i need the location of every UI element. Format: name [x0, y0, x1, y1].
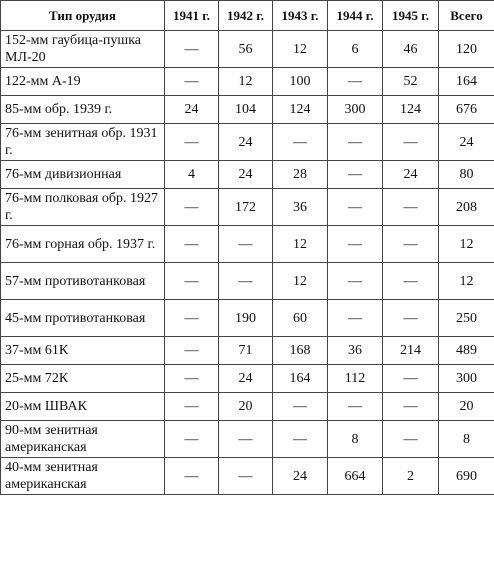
- header-1941: 1941 г.: [165, 1, 219, 31]
- cell-total: 120: [439, 31, 494, 68]
- cell-total: 208: [439, 189, 494, 226]
- cell-1942: 24: [219, 161, 273, 189]
- cell-1941: —: [165, 263, 219, 300]
- table-row: [1, 393, 494, 421]
- cell-1944: 112: [328, 365, 383, 393]
- cell-1945: 52: [383, 68, 439, 96]
- row-gun-type: 76-мм полковая обр. 1927 г.: [1, 189, 165, 226]
- cell-1945: —: [383, 365, 439, 393]
- row-gun-type: 152-мм гаубица-пушка МЛ-20: [1, 31, 165, 68]
- row-gun-type: 45-мм противотанковая: [1, 300, 165, 337]
- header-1943: 1943 г.: [273, 1, 328, 31]
- header-gun-type: Тип орудия: [1, 1, 165, 31]
- cell-1941: 24: [165, 96, 219, 124]
- cell-1945: —: [383, 124, 439, 161]
- cell-total: 24: [439, 124, 494, 161]
- cell-1944: 664: [328, 458, 383, 495]
- cell-total: 300: [439, 365, 494, 393]
- header-1945: 1945 г.: [383, 1, 439, 31]
- cell-1943: —: [273, 124, 328, 161]
- cell-1943: 124: [273, 96, 328, 124]
- table-row: [1, 31, 494, 68]
- cell-1942: 24: [219, 124, 273, 161]
- cell-1943: 24: [273, 458, 328, 495]
- cell-1942: 190: [219, 300, 273, 337]
- cell-total: 690: [439, 458, 494, 495]
- cell-total: 12: [439, 263, 494, 300]
- cell-total: 250: [439, 300, 494, 337]
- cell-1942: 20: [219, 393, 273, 421]
- table-row: [1, 68, 494, 96]
- cell-1941: —: [165, 393, 219, 421]
- cell-1942: 172: [219, 189, 273, 226]
- cell-1941: —: [165, 68, 219, 96]
- cell-1944: —: [328, 300, 383, 337]
- cell-total: 12: [439, 226, 494, 263]
- cell-1942: 24: [219, 365, 273, 393]
- table-row: [1, 124, 494, 161]
- cell-1943: —: [273, 421, 328, 458]
- cell-1941: —: [165, 124, 219, 161]
- row-gun-type: 122-мм А-19: [1, 68, 165, 96]
- cell-1944: —: [328, 124, 383, 161]
- cell-1945: 46: [383, 31, 439, 68]
- cell-1944: —: [328, 226, 383, 263]
- cell-1945: —: [383, 263, 439, 300]
- cell-1943: 12: [273, 263, 328, 300]
- cell-1942: 12: [219, 68, 273, 96]
- cell-1945: —: [383, 226, 439, 263]
- cell-1945: —: [383, 300, 439, 337]
- cell-1945: 214: [383, 337, 439, 365]
- cell-1943: 100: [273, 68, 328, 96]
- cell-total: 8: [439, 421, 494, 458]
- row-gun-type: 57-мм противотанковая: [1, 263, 165, 300]
- table-row: [1, 263, 494, 300]
- cell-1941: —: [165, 421, 219, 458]
- cell-1944: —: [328, 263, 383, 300]
- cell-1941: —: [165, 458, 219, 495]
- table-row: [1, 161, 494, 189]
- cell-1944: —: [328, 161, 383, 189]
- cell-total: 20: [439, 393, 494, 421]
- cell-1942: 56: [219, 31, 273, 68]
- cell-1942: 71: [219, 337, 273, 365]
- cell-1943: 164: [273, 365, 328, 393]
- cell-1944: 36: [328, 337, 383, 365]
- row-gun-type: 40-мм зенитная американская: [1, 458, 165, 495]
- table-header-row: [1, 1, 494, 31]
- cell-1942: —: [219, 421, 273, 458]
- cell-total: 164: [439, 68, 494, 96]
- row-gun-type: 20-мм ШВАК: [1, 393, 165, 421]
- cell-1944: —: [328, 68, 383, 96]
- cell-1943: 60: [273, 300, 328, 337]
- cell-1942: 104: [219, 96, 273, 124]
- cell-1941: 4: [165, 161, 219, 189]
- row-gun-type: 37-мм 61К: [1, 337, 165, 365]
- table-row: [1, 226, 494, 263]
- cell-total: 80: [439, 161, 494, 189]
- cell-1945: 2: [383, 458, 439, 495]
- cell-1945: —: [383, 393, 439, 421]
- cell-1945: —: [383, 189, 439, 226]
- cell-1941: —: [165, 31, 219, 68]
- row-gun-type: 76-мм зенитная обр. 1931 г.: [1, 124, 165, 161]
- cell-1941: —: [165, 189, 219, 226]
- cell-1943: 28: [273, 161, 328, 189]
- cell-1943: —: [273, 393, 328, 421]
- header-1944: 1944 г.: [328, 1, 383, 31]
- cell-1945: 24: [383, 161, 439, 189]
- row-gun-type: 25-мм 72К: [1, 365, 165, 393]
- cell-1944: 8: [328, 421, 383, 458]
- cell-total: 489: [439, 337, 494, 365]
- cell-1942: —: [219, 458, 273, 495]
- header-total: Всего: [439, 1, 494, 31]
- cell-1945: 124: [383, 96, 439, 124]
- row-gun-type: 90-мм зенитная американская: [1, 421, 165, 458]
- table-row: [1, 421, 494, 458]
- table-row: [1, 365, 494, 393]
- table-row: [1, 189, 494, 226]
- cell-1942: —: [219, 226, 273, 263]
- table-row: [1, 337, 494, 365]
- row-gun-type: 76-мм дивизионная: [1, 161, 165, 189]
- row-gun-type: 76-мм горная обр. 1937 г.: [1, 226, 165, 263]
- cell-1944: 6: [328, 31, 383, 68]
- table-row: [1, 300, 494, 337]
- cell-1941: —: [165, 300, 219, 337]
- cell-1941: —: [165, 365, 219, 393]
- cell-1944: 300: [328, 96, 383, 124]
- header-1942: 1942 г.: [219, 1, 273, 31]
- cell-1943: 36: [273, 189, 328, 226]
- cell-1941: —: [165, 226, 219, 263]
- cell-1944: —: [328, 189, 383, 226]
- table-row: [1, 96, 494, 124]
- cell-total: 676: [439, 96, 494, 124]
- cell-1943: 168: [273, 337, 328, 365]
- cell-1945: —: [383, 421, 439, 458]
- cell-1942: —: [219, 263, 273, 300]
- row-gun-type: 85-мм обр. 1939 г.: [1, 96, 165, 124]
- cell-1943: 12: [273, 31, 328, 68]
- table-row: [1, 458, 494, 495]
- cell-1944: —: [328, 393, 383, 421]
- cell-1941: —: [165, 337, 219, 365]
- cell-1943: 12: [273, 226, 328, 263]
